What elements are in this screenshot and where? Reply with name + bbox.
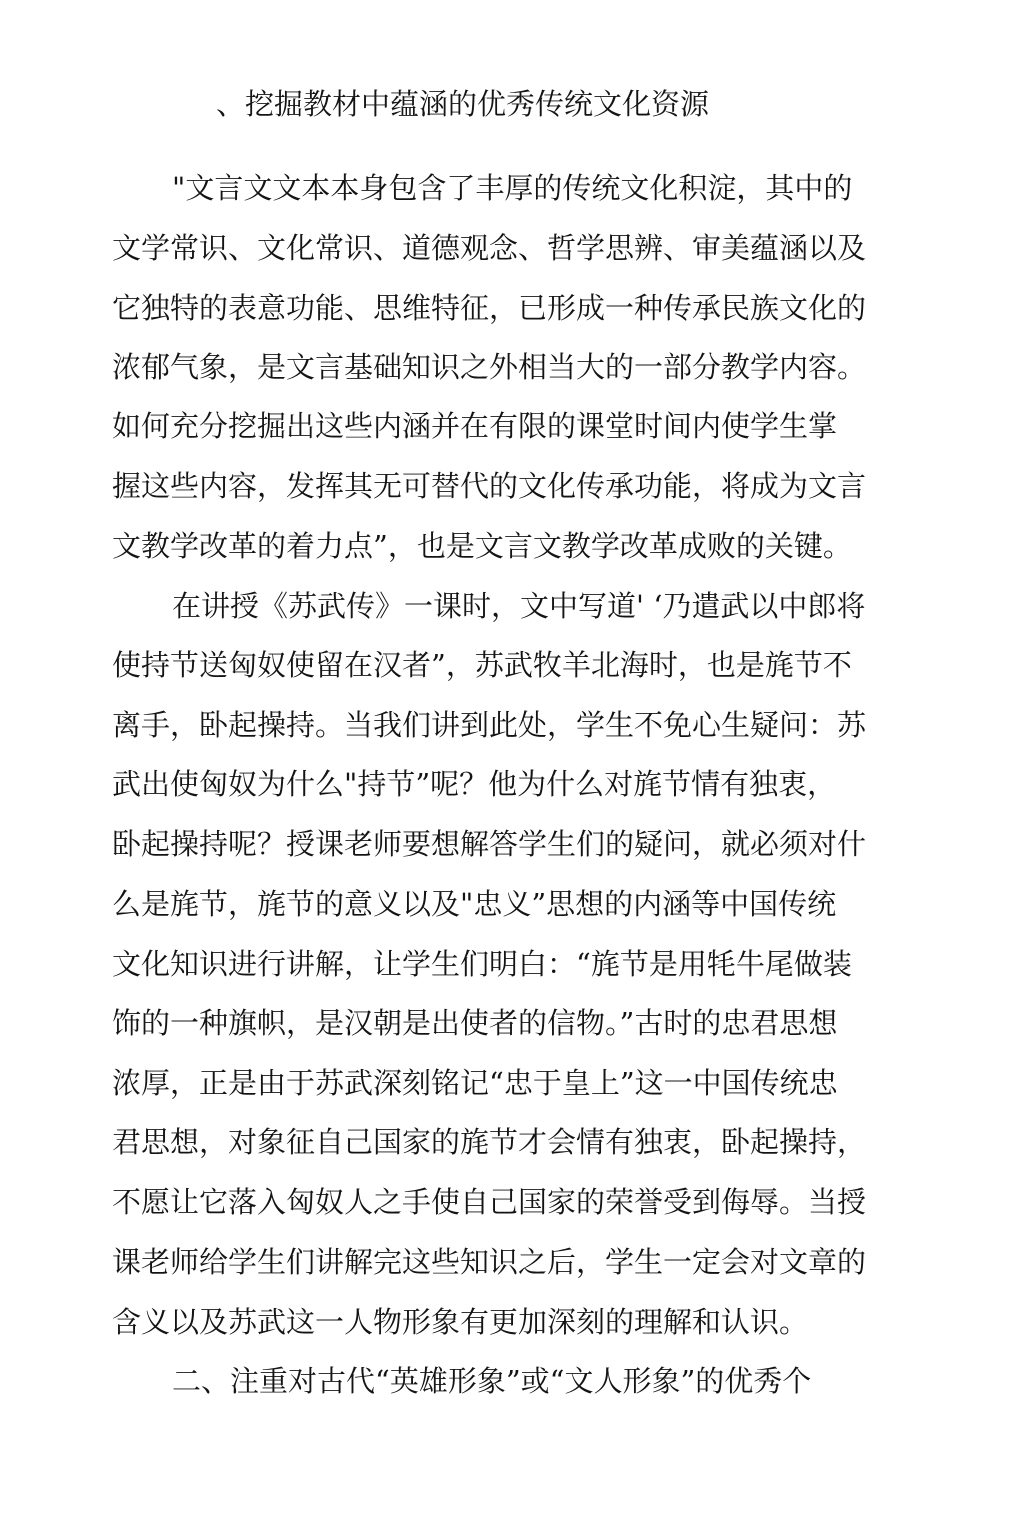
paragraph-1-line-2: 文学常识、文化常识、道德观念、哲学思辨、审美蕴涵以及 — [112, 231, 867, 265]
paragraph-2-line-4: 武出使匈奴为什么"持节”呢？他为什么对旄节情有独衷， — [112, 767, 837, 801]
paragraph-2-line-1: 在讲授《苏武传》一课时，文中写道' ‘乃遣武以中郎将 — [172, 589, 866, 623]
paragraph-1-line-7: 文教学改革的着力点”，也是文言文教学改革成败的关键。 — [112, 529, 852, 563]
paragraph-1-line-6: 握这些内容，发挥其无可替代的文化传承功能，将成为文言 — [112, 469, 867, 503]
paragraph-2-line-10: 君思想，对象征自己国家的旄节才会情有独衷，卧起操持， — [112, 1125, 867, 1159]
paragraph-1-line-1: "文言文文本本身包含了丰厚的传统文化积淀，其中的 — [172, 171, 853, 205]
paragraph-2-line-12: 课老师给学生们讲解完这些知识之后，学生一定会对文章的 — [112, 1245, 867, 1279]
paragraph-1-line-3: 它独特的表意功能、思维特征，已形成一种传承民族文化的 — [112, 291, 867, 325]
paragraph-2-line-5: 卧起操持呢？授课老师要想解答学生们的疑问，就必须对什 — [112, 827, 867, 861]
paragraph-1-line-5: 如何充分挖掘出这些内涵并在有限的课堂时间内使学生掌 — [112, 409, 838, 443]
section-2-heading: 二、注重对古代“英雄形象”或“文人形象”的优秀个 — [172, 1364, 812, 1398]
paragraph-2-line-8: 饰的一种旗帜，是汉朝是出使者的信物。”古时的忠君思想 — [112, 1006, 838, 1040]
paragraph-2-line-3: 离手，卧起操持。当我们讲到此处，学生不免心生疑问：苏 — [112, 708, 867, 742]
paragraph-2-line-7: 文化知识进行讲解，让学生们明白：“旄节是用牦牛尾做装 — [112, 947, 852, 981]
paragraph-2-line-9: 浓厚，正是由于苏武深刻铭记“忠于皇上”这一中国传统忠 — [112, 1066, 838, 1100]
section-heading: 、挖掘教材中蕴涵的优秀传统文化资源 — [216, 87, 710, 121]
paragraph-2-line-2: 使持节送匈奴使留在汉者”，苏武牧羊北海时，也是旄节不 — [112, 648, 852, 682]
paragraph-2-line-6: 么是旄节，旄节的意义以及"忠义”思想的内涵等中国传统 — [112, 887, 837, 921]
paragraph-2-line-11: 不愿让它落入匈奴人之手使自己国家的荣誉受到侮辱。当授 — [112, 1185, 867, 1219]
paragraph-1-line-4: 浓郁气象，是文言基础知识之外相当大的一部分教学内容。 — [112, 350, 867, 384]
paragraph-2-line-13: 含义以及苏武这一人物形象有更加深刻的理解和认识。 — [112, 1305, 809, 1339]
